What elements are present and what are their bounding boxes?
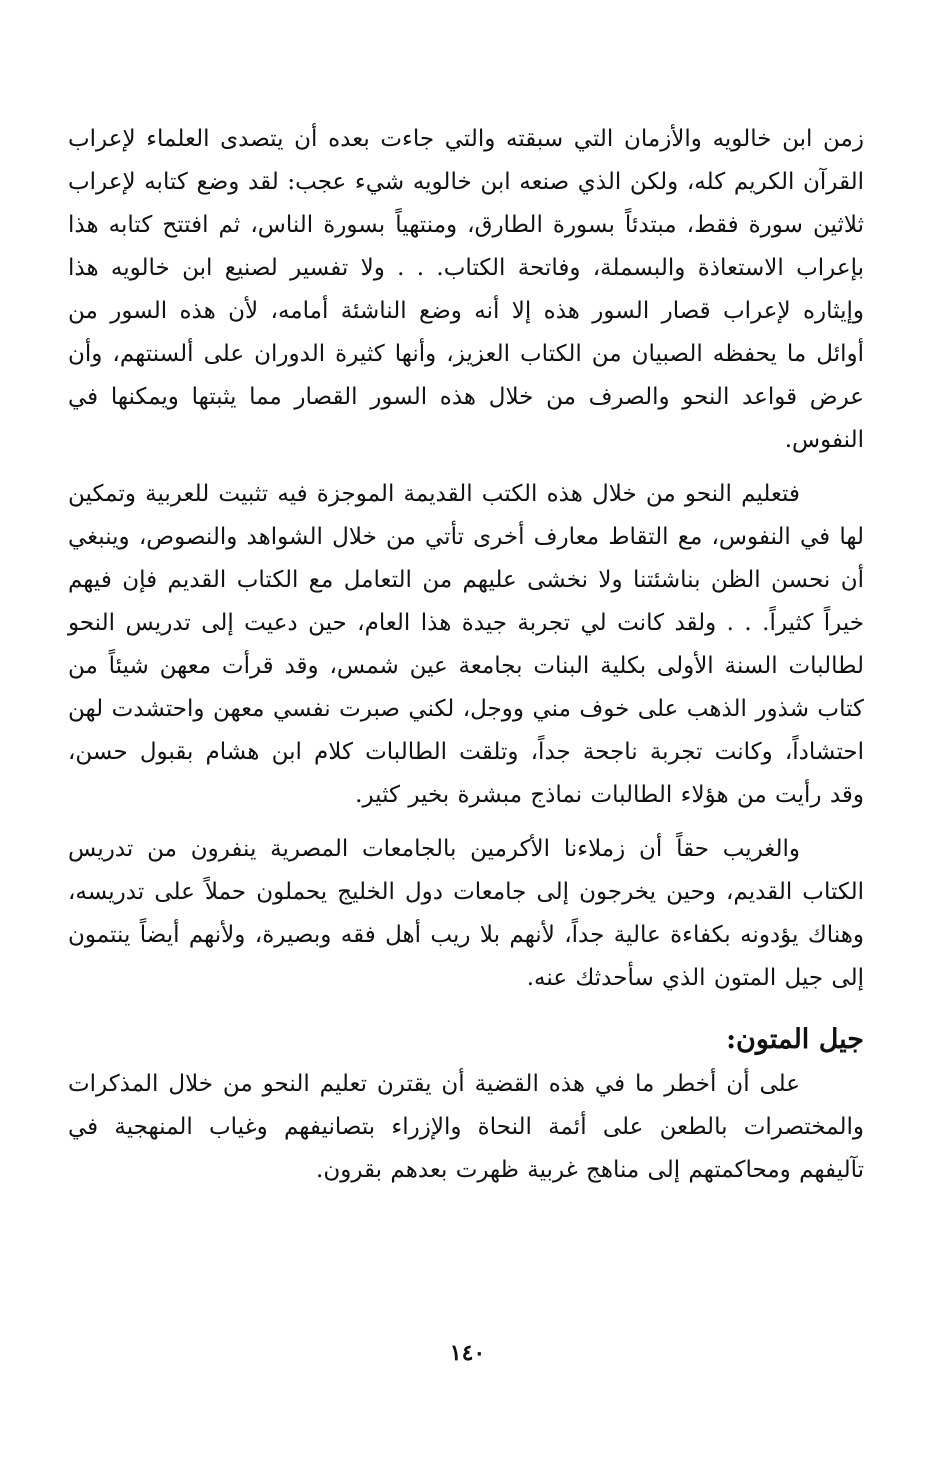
paragraph-3: والغريب حقاً أن زملاءنا الأكرمين بالجامعات المصرية ينفرون من تدريس الكتاب القديم، وحين يخرجون إلى جامعات دول الخليج يحملون حملاً على تدريسه، وهناك يؤدونه بكفاءة عالية جداً، لأنهم بلا ريب أهل فقه وبصيرة، ولأنهم أيضاً ينتمون إلى جيل المتون الذي سأحدثك عنه.: [68, 836, 864, 991]
page-body: [68, 118, 864, 1192]
paragraph-1: زمن ابن خالويه والأزمان التي سبقته والتي جاءت بعده أن يتصدى العلماء لإعراب القرآن الكريم كله، ولكن الذي صنعه ابن خالويه شيء عجب: لقد وضع كتابه لإعراب ثلاثين سورة فقط، مبتدئاً بسورة الطارق، ومنتهياً بسورة الناس، ثم افتتح كتابه هذا بإعراب الاستعاذة والبسملة، وفاتحة الكتاب. . . ولا تفسير لصنيع ابن خالويه هذا وإيثاره لإعراب قصار السور هذه إلا أنه وضع الناشئة أمامه، لأن هذه السور من أوائل ما يحفظه الصبيان من الكتاب العزيز، وأنها كثيرة الدوران على ألسنتهم، وأن عرض قواعد النحو والصرف من خلال هذه السور القصار مما يثبتها ويمكنها في النفوس.: [68, 126, 864, 453]
paragraph-2: فتعليم النحو من خلال هذه الكتب القديمة الموجزة فيه تثبيت للعربية وتمكين لها في النفوس، مع التقاط معارف أخرى تأتي من خلال الشواهد والنصوص، وينبغي أن نحسن الظن بناشئتنا ولا نخشى عليهم من التعامل مع الكتاب القديم فإن فيهم خيراً كثيراً. . . ولقد كانت لي تجربة جيدة هذا العام، حين دعيت إلى تدريس النحو لطالبات السنة الأولى بكلية البنات بجامعة عين شمس، وقد قرأت معهن شيئاً من كتاب شذور الذهب على خوف مني ووجل، لكني صبرت نفسي معهن واحتشدت لهن احتشاداً، وكانت تجربة ناجحة جداً، وتلقت الطالبات كلام ابن هشام بقبول حسن، وقد رأيت من هؤلاء الطالبات نماذج مبشرة بخير كثير.: [68, 481, 864, 808]
paragraph-gap: [68, 1000, 864, 1011]
page-number: ١٤٠: [449, 1340, 486, 1366]
section-heading: جيل المتون:: [726, 1024, 864, 1055]
paragraph-gap: [68, 817, 864, 828]
section-paragraph: على أن أخطر ما في هذه القضية أن يقترن تعليم النحو من خلال المذكرات والمختصرات بالطعن على أئمة النحاة والإزراء بتصانيفهم وغياب المنهجية في تآليفهم ومحاكمتهم إلى مناهج غربية ظهرت بعدهم بقرون.: [68, 1071, 864, 1183]
paragraph-gap: [68, 462, 864, 473]
